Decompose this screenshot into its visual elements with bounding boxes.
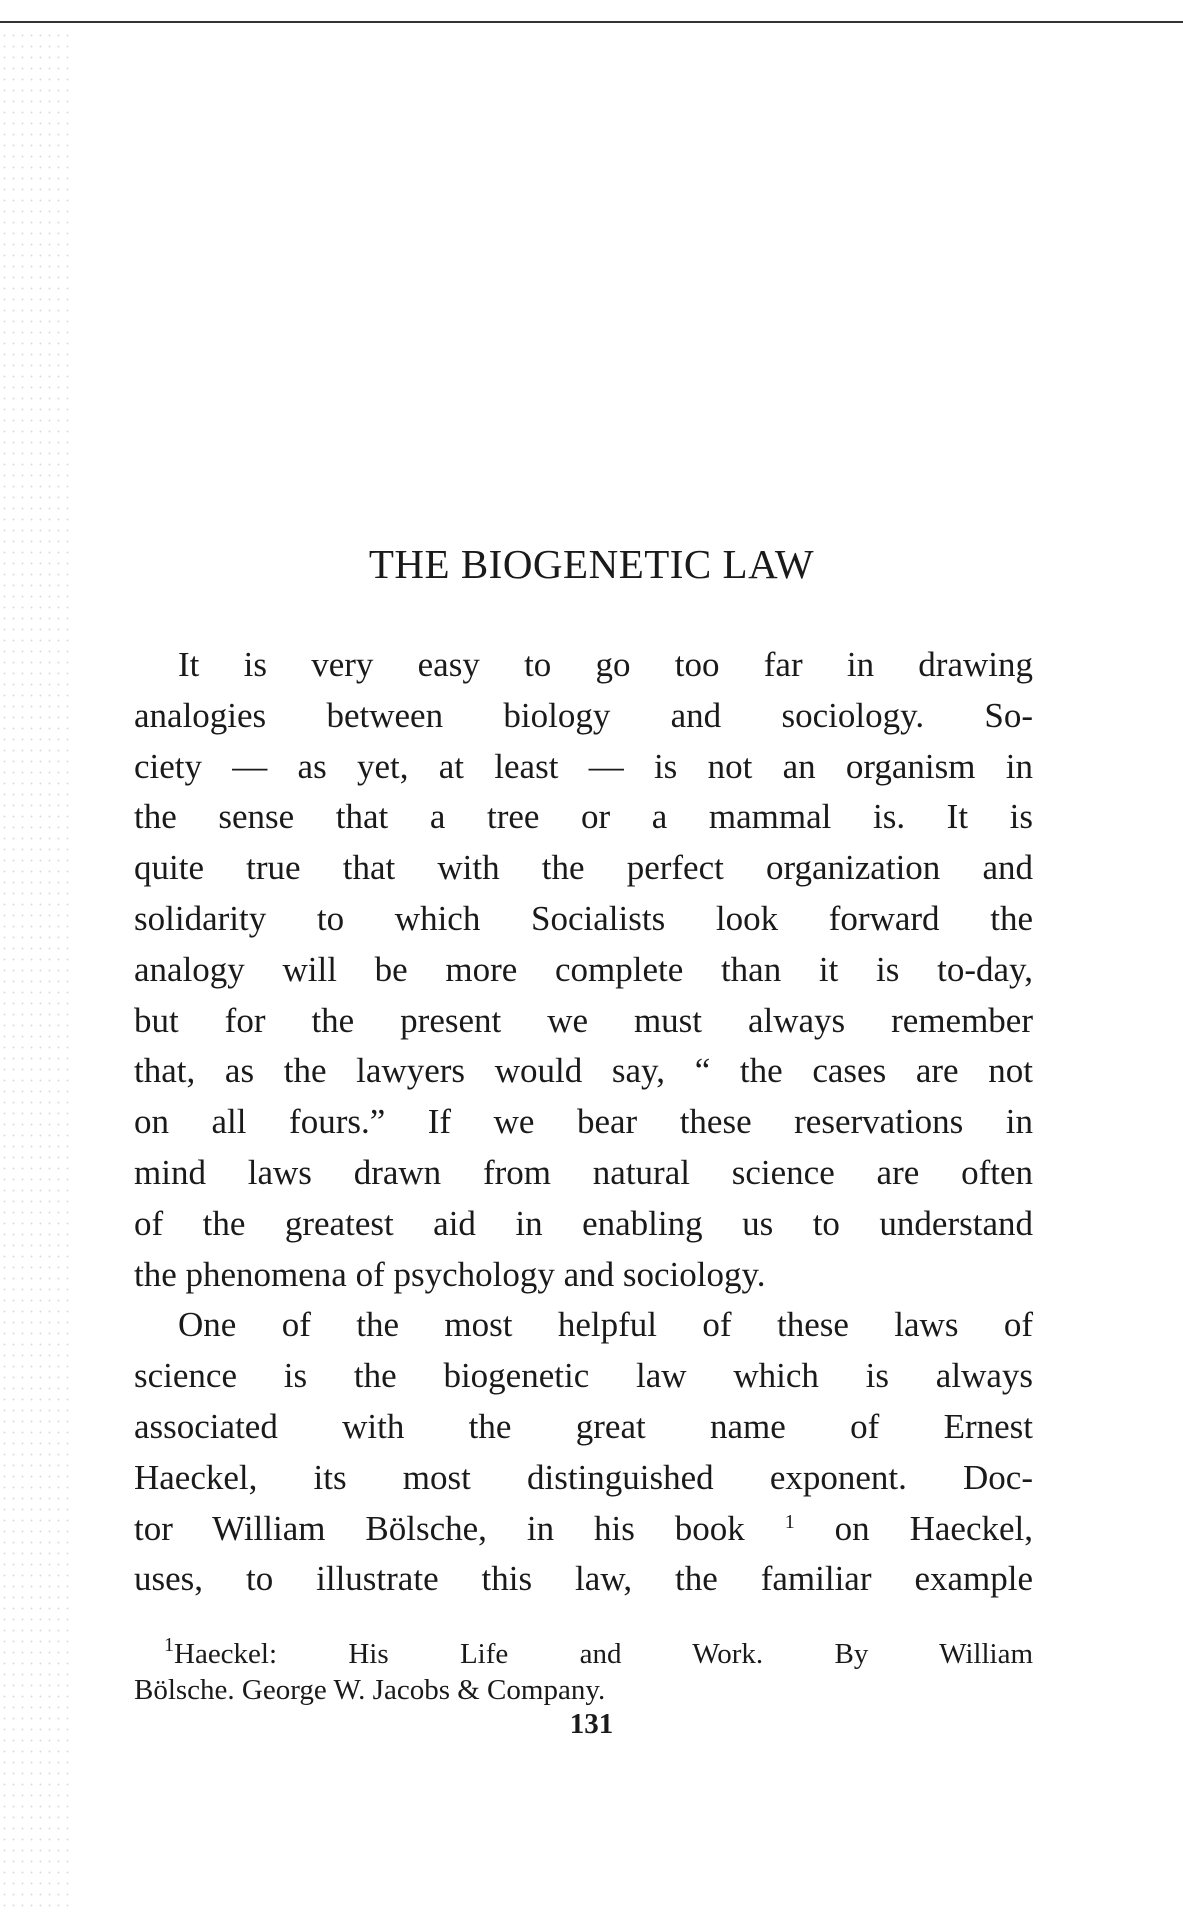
text-line: mind laws drawn from natural science are often xyxy=(134,1152,1033,1192)
text-line: solidarity to which Socialists look forward the xyxy=(134,898,1033,938)
text-line: One of the most helpful of these laws of xyxy=(178,1305,1033,1345)
chapter-title: THE BIOGENETIC LAW xyxy=(368,541,815,587)
scan-edge-noise xyxy=(0,30,70,1910)
text-line: science is the biogenetic law which is always xyxy=(134,1356,1033,1396)
footnote xyxy=(134,1636,1033,1708)
text-line: It is very easy to go too far in drawing xyxy=(178,645,1033,684)
text-line: analogy will be more complete than it is to-day, xyxy=(134,949,1033,989)
footnote-line xyxy=(134,1636,1033,1672)
footnote-line: Bölsche. George W. Jacobs & Company. xyxy=(134,1674,606,1706)
text-line: of the greatest aid in enabling us to understand xyxy=(134,1203,1033,1243)
text-line: the phenomena of psychology and sociology. xyxy=(134,1254,766,1294)
top-rule xyxy=(0,21,1183,23)
text-line: uses, to illustrate this law, the familiar example xyxy=(134,1559,1033,1599)
text-line: the sense that a tree or a mammal is. It is xyxy=(134,797,1033,837)
text-line: associated with the great name of Ernest xyxy=(134,1406,1033,1446)
text-fragment: on Haeckel, xyxy=(834,1508,1033,1548)
text-line: analogies between biology and sociology. So- xyxy=(134,695,1033,735)
footnote-marker: 1 xyxy=(164,1634,174,1656)
text-line: Haeckel, its most distinguished exponent. Doc- xyxy=(134,1457,1033,1497)
text-line: quite true that with the perfect organization and xyxy=(134,848,1033,888)
text-line: on all fours.” If we bear these reservations in xyxy=(134,1102,1033,1142)
text-line: ciety — as yet, at least — is not an organism in xyxy=(134,746,1033,786)
text-line: that, as the lawyers would say, “ the cases are not xyxy=(134,1051,1033,1091)
page-number: 131 xyxy=(569,1708,614,1740)
body-text xyxy=(134,640,1033,1605)
text-line-with-footnote-ref xyxy=(134,1504,1033,1555)
footnote-reference: 1 xyxy=(784,1510,795,1533)
text-line: but for the present we must always remember xyxy=(134,1000,1033,1040)
footnote-text: Haeckel: His Life and Work. By William xyxy=(174,1638,1033,1670)
text-fragment: tor William Bölsche, in his book xyxy=(134,1508,745,1548)
